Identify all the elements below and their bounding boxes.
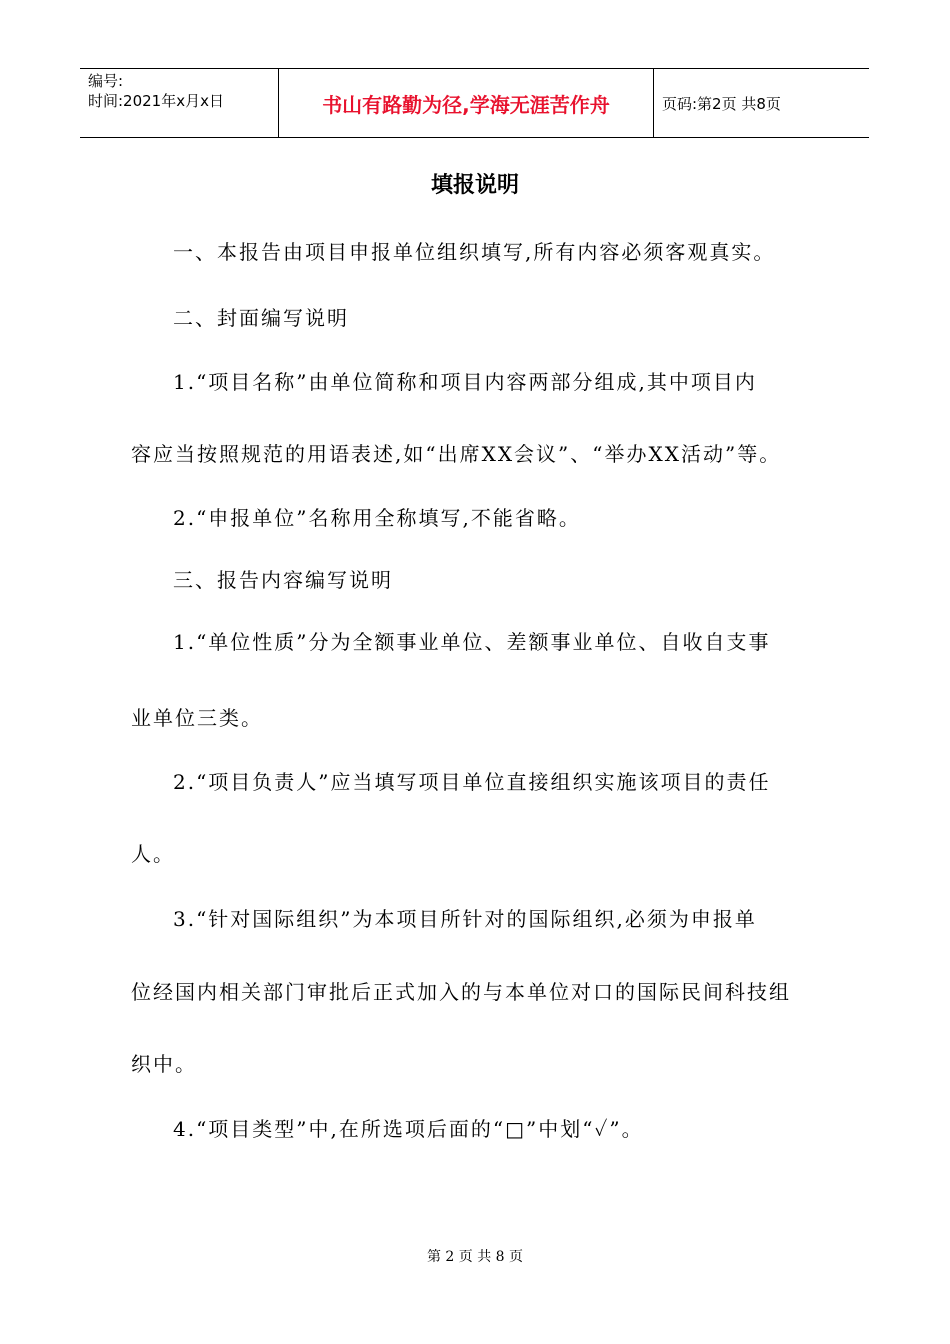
paragraph-line: 织中。 (131, 1052, 197, 1076)
paragraph-line: 1.“单位性质”分为全额事业单位、差额事业单位、自收自支事 (173, 630, 771, 654)
document-title: 填报说明 (430, 173, 519, 198)
header-motto: 书山有路勤为径,学海无涯苦作舟 (279, 69, 654, 137)
header-meta (80, 69, 279, 137)
page-footer: 第 2 页 共 8 页 (426, 1249, 524, 1265)
number-label: 编号: (88, 72, 124, 90)
paragraph-line: 1.“项目名称”由单位简称和项目内容两部分组成,其中项目内 (173, 370, 757, 394)
paragraph-line: 容应当按照规范的用语表述,如“出席XX会议”、“举办XX活动”等。 (131, 442, 782, 466)
paragraph-line: 位经国内相关部门审批后正式加入的与本单位对口的国际民间科技组 (131, 980, 791, 1004)
paragraph-line: 2.“申报单位”名称用全称填写,不能省略。 (173, 506, 581, 530)
time-label: 时间:2021年x月x日 (88, 92, 224, 110)
header-page-info: 页码:第2页 共8页 (662, 94, 781, 113)
paragraph-line: 二、封面编写说明 (173, 306, 349, 330)
paragraph-line: 3.“针对国际组织”为本项目所针对的国际组织,必须为申报单 (173, 907, 757, 931)
paragraph-line: 业单位三类。 (131, 706, 263, 730)
paragraph-line: 4.“项目类型”中,在所选项后面的“□”中划“✓”。 (173, 1117, 644, 1141)
page-header (80, 68, 869, 138)
paragraph-line: 人。 (131, 842, 175, 866)
paragraph-line: 2.“项目负责人”应当填写项目单位直接组织实施该项目的责任 (173, 770, 771, 794)
paragraph-line: 三、报告内容编写说明 (173, 568, 393, 592)
paragraph-line: 一、本报告由项目申报单位组织填写,所有内容必须客观真实。 (173, 240, 776, 264)
